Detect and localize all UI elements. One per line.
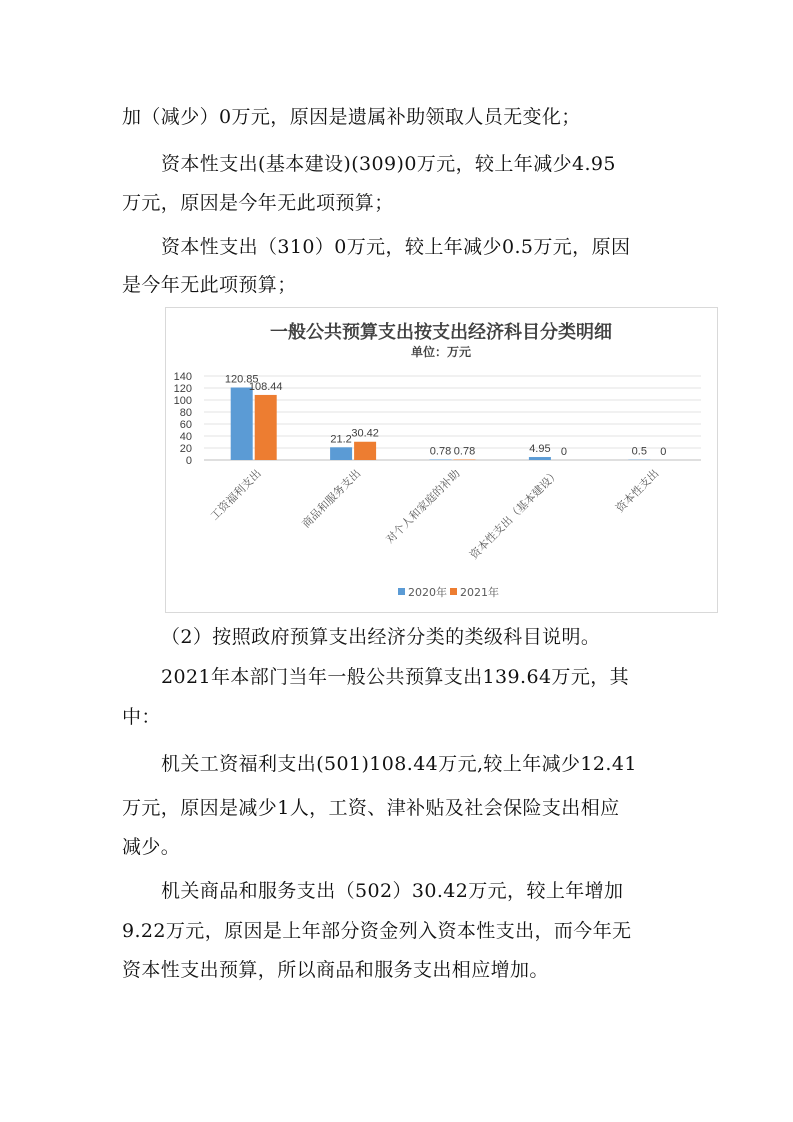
data-label: 0 [560,446,567,458]
y-tick-label: 40 [179,431,192,443]
y-tick-label: 60 [179,419,192,431]
body-line-3: 中： [122,706,161,728]
paragraph-line-3: 万元，原因是今年无此项预算； [122,192,394,214]
y-tick-label: 20 [179,443,192,455]
body-line-1: （2）按照政府预算支出经济分类的类级科目说明。 [161,626,601,648]
bar-2021 [354,442,376,460]
chart-container [165,307,718,613]
data-label: 120.85 [224,373,259,386]
body-line-9: 资本性支出预算，所以商品和服务支出相应增加。 [122,959,549,981]
data-label: 21.2 [330,433,352,446]
y-tick-label: 140 [173,371,192,383]
bar-2021 [255,395,277,460]
body-line-6: 减少。 [122,836,181,858]
paragraph-line-5: 是今年无此项预算； [122,274,297,296]
chart-subtitle: 单位：万元 [410,345,472,359]
chart-title: 一般公共预算支出按支出经济科目分类明细 [270,322,612,343]
data-label: 0 [660,446,667,458]
bar-2020 [529,457,551,460]
data-label: 30.42 [351,427,379,440]
bar-2020 [330,447,352,460]
paragraph-line-4: 资本性支出（310）0万元，较上年减少0.5万元，原因 [161,236,631,258]
data-label: 4.95 [529,443,551,456]
category-label: 工资福利支出 [207,466,264,523]
paragraph-line-2: 资本性支出(基本建设)(309)0万元，较上年减少4.95 [161,153,616,175]
y-tick-label: 0 [185,455,192,467]
legend-swatch [398,588,405,595]
data-label: 108.44 [248,380,283,393]
y-tick-label: 100 [173,395,192,407]
body-line-2: 2021年本部门当年一般公共预算支出139.64万元，其 [161,666,630,688]
data-label: 0.5 [631,445,647,458]
body-line-5: 万元，原因是减少1人，工资、津补贴及社会保险支出相应 [122,797,620,819]
bar-2020 [231,387,253,460]
legend-label: 2021年 [460,586,499,599]
category-label: 资本性支出（基本建设） [467,466,563,562]
body-line-7: 机关商品和服务支出（502）30.42万元，较上年增加 [161,880,624,902]
body-line-8: 9.22万元，原因是上年部分资金列入资本性支出，而今年无 [122,920,632,942]
legend-swatch [450,588,457,595]
y-tick-label: 80 [179,407,192,419]
legend-label: 2020年 [408,586,447,599]
y-tick-label: 120 [173,383,192,395]
data-label: 0.78 [429,445,452,458]
category-label: 商品和服务支出 [299,466,364,531]
category-label: 资本性支出 [613,466,662,516]
paragraph-line-1: 加（减少）0万元，原因是遗属补助领取人员无变化； [122,106,581,128]
bar-chart [166,308,717,612]
category-label: 对个人和家庭的补助 [383,466,463,547]
data-label: 0.78 [453,445,476,458]
body-line-4: 机关工资福利支出(501)108.44万元,较上年减少12.41 [161,753,637,775]
